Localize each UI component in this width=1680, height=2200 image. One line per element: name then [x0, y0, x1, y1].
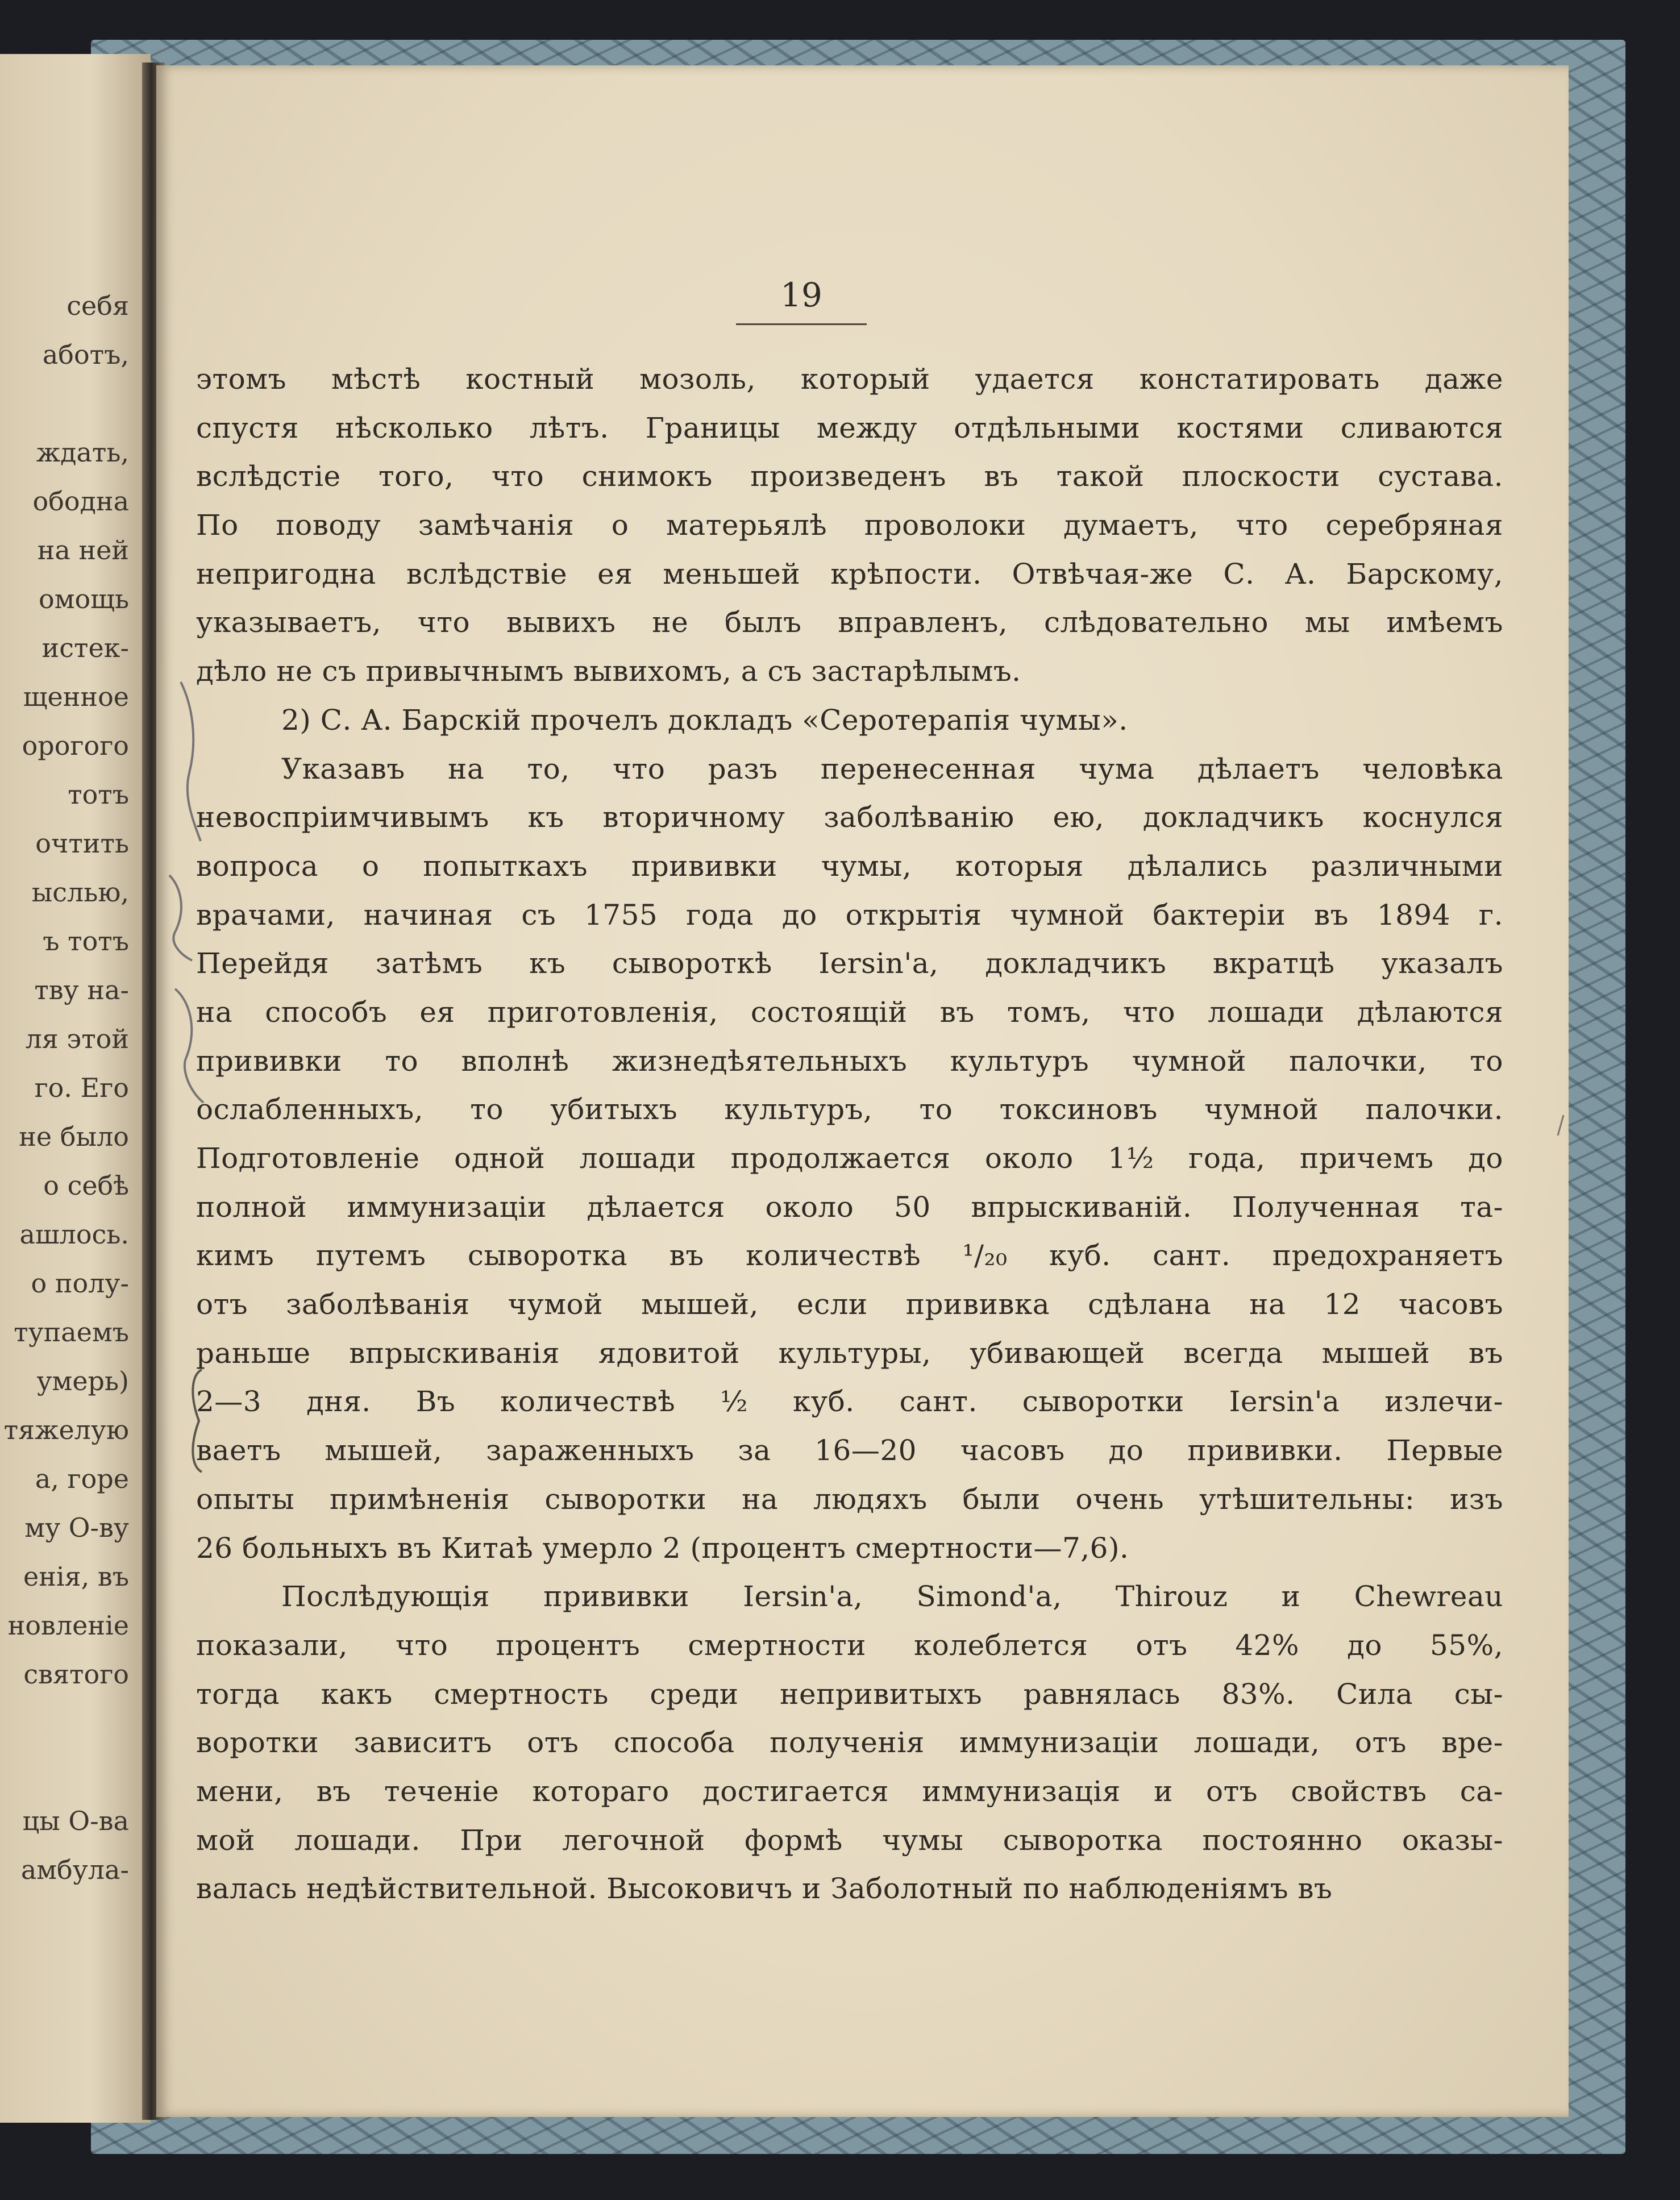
- previous-page-line: аботъ,: [42, 339, 129, 370]
- previous-page-line: [4, 1748, 129, 1796]
- text-line: мени, въ теченіе котораго достигается иммунизація и отъ свойствъ са-: [196, 1774, 1503, 1808]
- pencil-annotation-mark: [158, 671, 221, 1137]
- previous-page-line: о полу-: [31, 1268, 129, 1299]
- text-line: По поводу замѣчанія о матерьялѣ проволоки думаетъ, что серебряная: [196, 509, 1503, 542]
- previous-page-line: ля этой: [25, 1024, 129, 1054]
- previous-page-line: новленіе: [7, 1610, 129, 1641]
- previous-page-line: го. Его: [34, 1072, 129, 1103]
- previous-page-line: очтить: [35, 828, 129, 859]
- previous-page-text-fragments: [4, 281, 129, 1894]
- text-line: прививки то вполнѣ жизнедѣятельныхъ культуръ чумной палочки, то: [196, 1044, 1503, 1078]
- previous-page-line: святого: [23, 1659, 129, 1690]
- text-line: дѣло не съ привычнымъ вывихомъ, а съ застарѣлымъ.: [196, 655, 1021, 688]
- text-line: врачами, начиная съ 1755 года до открытія чумной бактеріи въ 1894 г.: [196, 898, 1503, 931]
- previous-page-line: цы О-ва: [22, 1806, 129, 1836]
- text-line: 2) С. А. Барскій прочелъ докладъ «Серотерапія чумы».: [281, 703, 1128, 737]
- previous-page-line: а, горе: [35, 1463, 129, 1494]
- previous-page-line: о себѣ: [43, 1170, 129, 1201]
- previous-page-line: ъ тотъ: [43, 926, 129, 956]
- previous-page: [0, 54, 151, 2123]
- previous-page-line: ашлось.: [19, 1219, 129, 1250]
- text-line: Подготовленіе одной лошади продолжается около 1½ года, причемъ до: [196, 1142, 1503, 1175]
- text-line: ваетъ мышей, зараженныхъ за 16—20 часовъ до прививки. Первые: [196, 1434, 1503, 1467]
- previous-page-line: тву на-: [34, 975, 129, 1005]
- text-line: отъ заболѣванія чумой мышей, если прививка сдѣлана на 12 часовъ: [196, 1288, 1503, 1321]
- previous-page-line: тотъ: [68, 779, 129, 810]
- previous-page-line: тяжелую: [3, 1415, 129, 1445]
- previous-page-line: себя: [66, 290, 129, 321]
- text-line: невоспріимчивымъ къ вторичному заболѣванію ею, докладчикъ коснулся: [196, 801, 1503, 834]
- text-line: Послѣдующія прививки Iersin'а, Simond'а, Thirouz и Chewreau: [281, 1580, 1503, 1613]
- text-line: ослабленныхъ, то убитыхъ культуръ, то токсиновъ чумной палочки.: [196, 1093, 1503, 1126]
- previous-page-line: истек-: [41, 633, 129, 663]
- previous-page-line: тупаемъ: [14, 1317, 129, 1348]
- text-line: указываетъ, что вывихъ не былъ вправленъ, слѣдовательно мы имѣемъ: [196, 606, 1503, 639]
- previous-page-line: щенное: [23, 681, 129, 712]
- text-line: вслѣдстіе того, что снимокъ произведенъ въ такой плоскости сустава.: [196, 460, 1503, 493]
- text-line: валась недѣйствительной. Высоковичъ и Заболотный по наблюденіямъ въ: [196, 1872, 1333, 1906]
- previous-page-line: [4, 379, 129, 428]
- text-line: вопроса о попыткахъ прививки чумы, которыя дѣлались различными: [196, 849, 1503, 883]
- previous-page-line: ыслью,: [31, 877, 129, 908]
- previous-page-line: не было: [19, 1121, 129, 1152]
- previous-page-line: енія, въ: [23, 1561, 129, 1592]
- text-line: показали, что процентъ смертности колеблется отъ 42% до 55%,: [196, 1628, 1503, 1662]
- text-line: опыты примѣненія сыворотки на людяхъ были очень утѣшительны: изъ: [196, 1482, 1503, 1516]
- text-line: на способъ ея приготовленія, состоящій въ томъ, что лошади дѣлаются: [196, 995, 1503, 1029]
- text-line: 2—3 дня. Въ количествѣ ½ куб. сант. сыворотки Iersin'а излечи-: [196, 1385, 1503, 1419]
- text-line: этомъ мѣстѣ костный мозоль, который удается констатировать даже: [196, 363, 1503, 396]
- page-body-text: [196, 355, 1503, 1914]
- previous-page-line: омощь: [39, 584, 129, 614]
- previous-page-line: ждать,: [36, 437, 129, 468]
- text-line: мой лошади. При легочной формѣ чумы сыворотка постоянно оказы-: [196, 1823, 1503, 1857]
- text-line: раньше впрыскиванія ядовитой культуры, убивающей всегда мышей въ: [196, 1336, 1503, 1370]
- text-line: полной иммунизаціи дѣлается около 50 впрыскиваній. Полученная та-: [196, 1190, 1503, 1224]
- previous-page-line: на ней: [37, 535, 129, 565]
- previous-page-line: ободна: [32, 486, 129, 517]
- text-line: Перейдя затѣмъ къ сывороткѣ Iersin'а, докладчикъ вкратцѣ указалъ: [196, 947, 1503, 980]
- text-line: кимъ путемъ сыворотка въ количествѣ ¹/₂₀ куб. сант. предохраняетъ: [196, 1239, 1503, 1272]
- text-line: 26 больныхъ въ Китаѣ умерло 2 (процентъ смертности—7,6).: [196, 1531, 1129, 1565]
- text-line: Указавъ на то, что разъ перенесенная чума дѣлаетъ человѣка: [281, 752, 1503, 785]
- text-line: воротки зависитъ отъ способа полученія иммунизаціи лошади, отъ вре-: [196, 1726, 1503, 1760]
- previous-page-line: [4, 1699, 129, 1748]
- previous-page-line: му О-ву: [24, 1512, 129, 1543]
- previous-page-line: умерь): [36, 1366, 129, 1396]
- previous-page-line: амбула-: [20, 1854, 129, 1885]
- page-number: 19: [736, 276, 867, 325]
- pencil-bracket-mark: [185, 1364, 207, 1478]
- previous-page-line: орогого: [22, 730, 129, 761]
- text-line: спустя нѣсколько лѣтъ. Границы между отдѣльными костями сливаются: [196, 411, 1503, 444]
- margin-tick-mark: [1555, 1114, 1566, 1137]
- text-line: тогда какъ смертность среди непривитыхъ равнялась 83%. Сила сы-: [196, 1677, 1503, 1711]
- current-page: [156, 65, 1569, 2117]
- text-line: непригодна вслѣдствіе ея меньшей крѣпости. Отвѣчая-же С. А. Барскому,: [196, 557, 1503, 590]
